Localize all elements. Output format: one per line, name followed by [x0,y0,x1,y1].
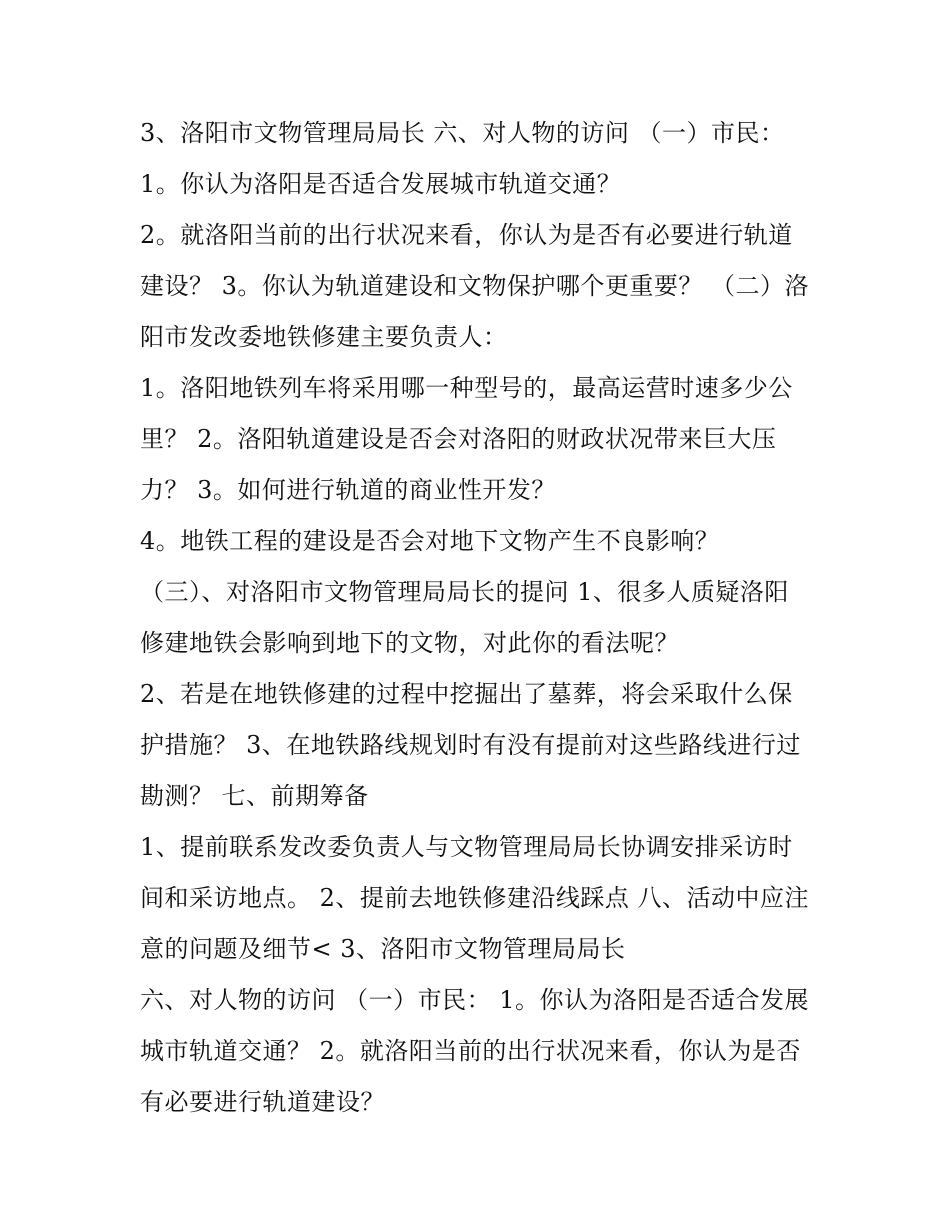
text-line: 间和采访地点。 2、提前去地铁修建沿线踩点 八、活动中应注 [140,884,810,912]
text-line: 4。地铁工程的建设是否会对地下文物产生不良影响？ [140,527,720,555]
text-line: 勘测？ 七、前期筹备 [140,782,369,810]
document-body [140,108,830,1128]
text-line: 有必要进行轨道建设？ [140,1088,385,1116]
text-line: 城市轨道交通？ 2。就洛阳当前的出行状况来看，你认为是否 [140,1037,801,1065]
text-line: 1、提前联系发改委负责人与文物管理局局长协调安排采访时 [140,833,793,861]
text-line: 力？ 3。如何进行轨道的商业性开发？ [140,476,556,504]
text-line: 1。你认为洛阳是否适合发展城市轨道交通？ [140,170,622,198]
text-line: 六、对人物的访问 （一）市民： 1。你认为洛阳是否适合发展 [140,986,810,1014]
text-line: 2。就洛阳当前的出行状况来看，你认为是否有必要进行轨道 [140,221,793,249]
text-line: 建设？ 3。你认为轨道建设和文物保护哪个更重要？ （二）洛 [140,272,810,300]
text-line: 阳市发改委地铁修建主要负责人： [140,323,508,351]
text-line: 3、洛阳市文物管理局局长 六、对人物的访问 （一）市民： [140,119,785,147]
text-line: 1。洛阳地铁列车将采用哪一种型号的，最高运营时速多少公 [140,374,793,402]
text-line: 修建地铁会影响到地下的文物，对此你的看法呢？ [140,629,679,657]
text-line: 里？ 2。洛阳轨道建设是否会对洛阳的财政状况带来巨大压 [140,425,777,453]
text-line: 2、若是在地铁修建的过程中挖掘出了墓葬，将会采取什么保 [140,680,793,708]
text-line: 意的问题及细节< 3、洛阳市文物管理局局长 [140,935,626,963]
text-line: 护措施？ 3、在地铁路线规划时有没有提前对这些路线进行过 [140,731,801,759]
text-line: （三）、对洛阳市文物管理局局长的提问 1、很多人质疑洛阳 [140,578,789,606]
